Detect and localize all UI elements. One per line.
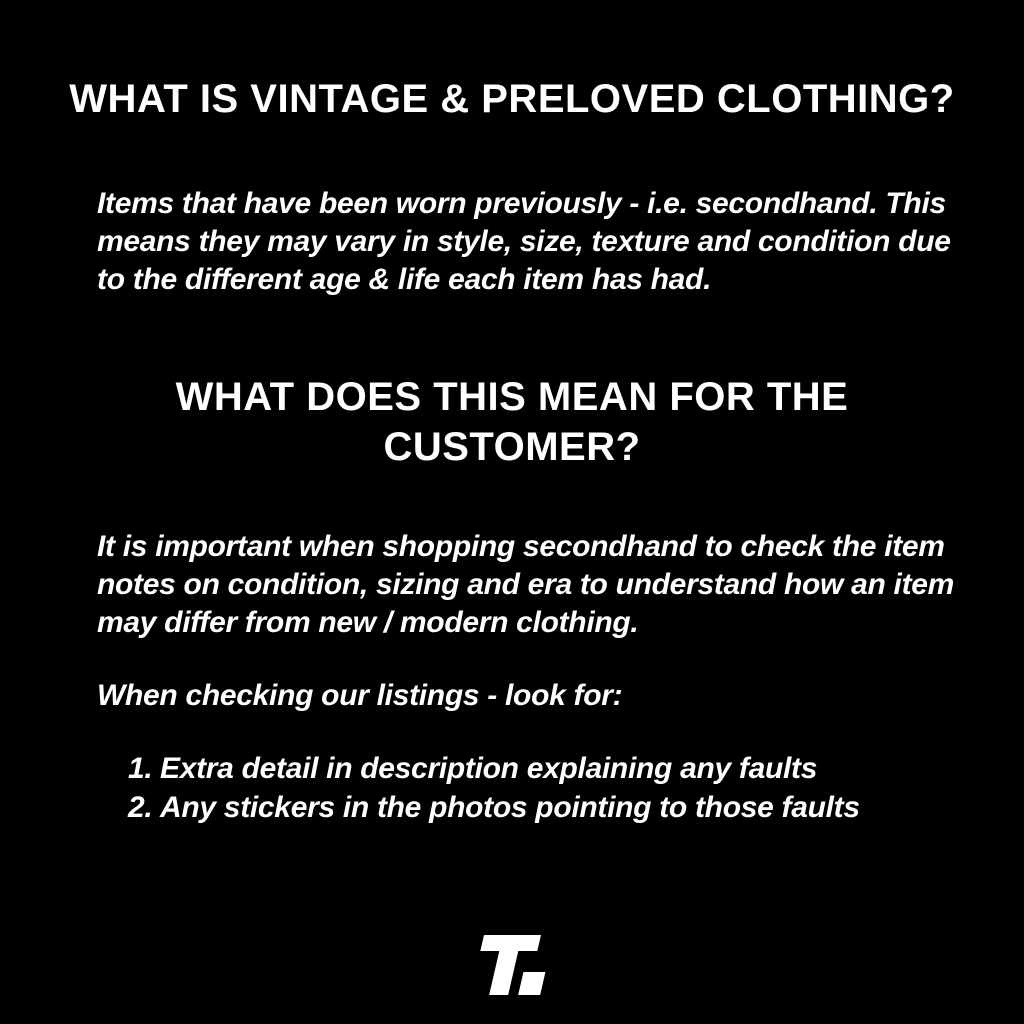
checklist-item-text: Any stickers in the photos pointing to those faults [160, 791, 860, 824]
logo-period-dot [518, 972, 545, 995]
secondary-heading-line-2: CUSTOMER? [383, 425, 641, 469]
intro-line-2: means they may vary in style, size, texture and condition due [97, 225, 951, 258]
intro-paragraph [97, 185, 964, 299]
customer-line-1: It is important when shopping secondhand to check the item [97, 530, 945, 563]
customer-line-2: notes on condition, sizing and era to understand how an item [97, 568, 955, 601]
secondary-heading [0, 372, 1024, 472]
brand-logo-shape [468, 935, 552, 995]
checklist-item-number: 2. [128, 791, 153, 824]
brand-logo-t-icon [482, 935, 552, 995]
checklist-item [128, 749, 964, 788]
customer-line-3: may differ from new / modern clothing. [97, 606, 639, 639]
checklist-item-number: 1. [128, 752, 153, 785]
checklist-item-text: Extra detail in description explaining any faults [160, 752, 818, 785]
listings-prompt: When checking our listings - look for: [97, 679, 623, 712]
checklist-item [128, 788, 964, 827]
intro-line-3: to the different age & life each item has had. [97, 263, 712, 296]
intro-line-1: Items that have been worn previously - i.e. secondhand. This [97, 187, 946, 220]
fault-checklist [128, 749, 964, 827]
customer-paragraph [97, 528, 964, 642]
secondary-heading-line-1: WHAT DOES THIS MEAN FOR THE [175, 375, 849, 419]
primary-heading: WHAT IS VINTAGE & PRELOVED CLOTHING? [69, 77, 955, 121]
